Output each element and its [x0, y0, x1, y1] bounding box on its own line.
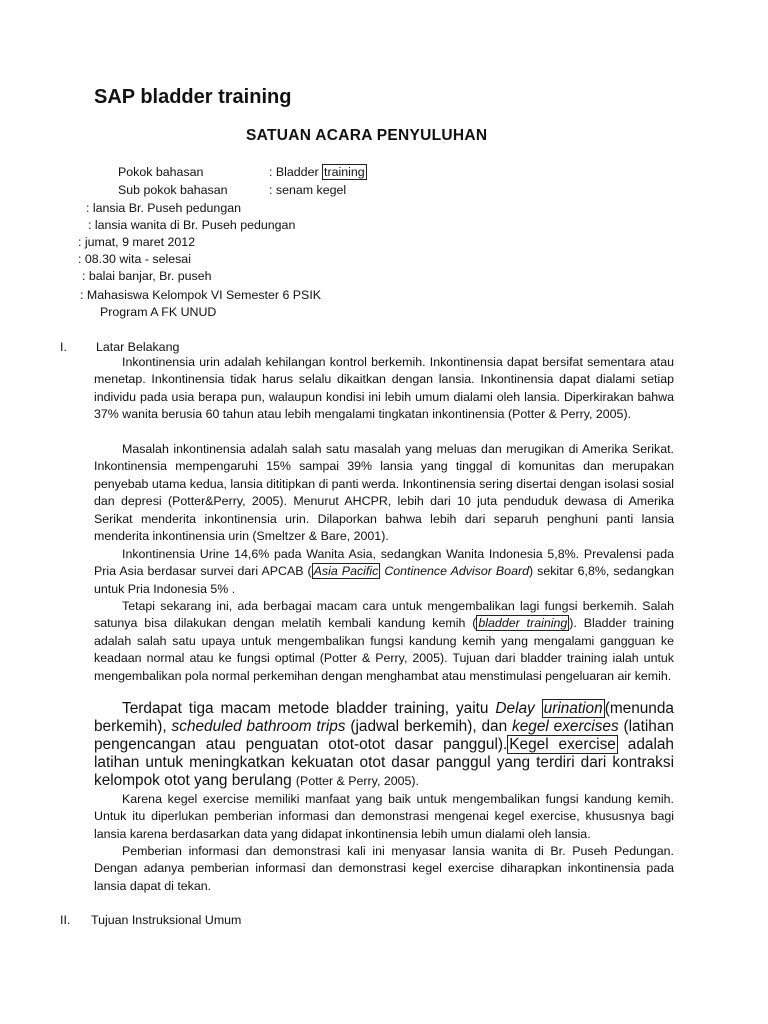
- sub-pokok-label: Sub pokok bahasan: [118, 183, 228, 197]
- info-sasaran-detail: : lansia wanita di Br. Puseh pedungan: [88, 218, 296, 232]
- p5-citation: (Potter & Perry, 2005).: [295, 774, 419, 788]
- boxed-term: urination: [543, 700, 603, 717]
- info-sasaran: : lansia Br. Puseh pedungan: [86, 201, 241, 215]
- pokok-bahasan-label: Pokok bahasan: [118, 165, 204, 179]
- paragraph-2: Masalah inkontinensia adalah salah satu masalah yang meluas dan merugikan di Amerika Serikat. Inkontinensia mempengaruhi 15% sampai 39% lansia yang tinggal di komunitas dan merupakan penyebab utama kedua, lansia dititipkan di panti werda. Inkontinensia sering disertai dengan isolasi sosial dan depresi (Potter&Perry, 2005). Menurut AHCPR, lebih dari 10 juta penduduk dewasa di Amerika Serikat menderita inkontinensia urin. Dilaporkan bahwa lebih dari separuh penghuni panti lansia menderita inkontinensia urin (Smeltzer & Bare, 2001).: [94, 442, 674, 544]
- paragraph-4: [94, 598, 674, 685]
- paragraph-1: Inkontinensia urin adalah kehilangan kontrol berkemih. Inkontinensia dapat bersifat sementara atau menetap. Inkontinensia tidak harus selalu dikaitkan dengan lansia. Inkontinensia dapat dialami setiap individu pada usia berapa pun, walaupun kondisi ini lebih umum dialami oleh lansia. Diperkirakan bahwa 37% wanita berusia 60 tahun atau lebih mengalami tingkatan inkontinensia (Potter & Perry, 2005).: [94, 355, 674, 422]
- boxed-term: training: [324, 165, 365, 179]
- paragraph-7: Pemberian informasi dan demonstrasi kali ini menyasar lansia wanita di Br. Puseh Pedungan. Dengan adanya pemberian informasi dan demonstrasi kegel exercise diharapkan inkontinensia pada lansia dapat di tekan.: [94, 844, 674, 893]
- document-subtitle: SATUAN ACARA PENYULUHAN: [246, 127, 488, 144]
- boxed-term: Asia Pacific: [313, 564, 379, 579]
- info-waktu: : 08.30 wita - selesai: [78, 252, 191, 266]
- paragraph-6: Karena kegel exercise memiliki manfaat yang baik untuk mengembalikan fungsi kandung kemih. Untuk itu diperlukan pemberian informasi dan demonstrasi mengenai kegel exercise, khususnya bagi lansia karena berdasarkan data yang didapat inkontinensia lebih umun dialami oleh lansia.: [94, 792, 674, 841]
- p5-italic-1: Delay: [495, 700, 542, 717]
- boxed-term: Kegel exercise: [509, 736, 616, 753]
- p3-italic: Continence Advisor Board: [380, 564, 529, 579]
- p4-text-b: ). Bladder training adalah salah satu upaya untuk mengembalikan fungsi kandung kemih yang mengalami gangguan ke keadaan normal atau ke fungsi optimal (Potter & Perry, 2005). Tujuan dari bladder training ialah untuk mengembalikan pola normal perkemihan dengan menghambat atau menstimulasi pengeluaran air kemih.: [94, 616, 674, 683]
- p5-italic-2: scheduled bathroom trips: [171, 718, 346, 735]
- p5-text-a: Terdapat tiga macam metode bladder training, yaitu: [122, 700, 496, 717]
- p5-text-d: (latihan pengencangan atau penguatan otot-otot dasar panggul).: [94, 718, 674, 753]
- sub-pokok-value: : senam kegel: [269, 183, 347, 197]
- p5-text-c: (jadwal berkemih), dan: [345, 718, 513, 735]
- p4-text-a: Tetapi sekarang ini, ada berbagai macam cara untuk mengembalikan lagi fungsi berkemih. Salah satunya bisa dilakukan dengan melatih kembali kandung kemih (: [94, 599, 674, 631]
- p5-text-e: adalah latihan untuk meningkatkan kekuatan otot dasar panggul yang terdiri dari kontraksi kelompok otot yang berulang: [94, 736, 674, 789]
- paragraph-5: [94, 700, 674, 790]
- info-hari-tanggal: : jumat, 9 maret 2012: [78, 235, 196, 249]
- document-title: SAP bladder training: [94, 86, 292, 108]
- p3-text-a: Inkontinensia Urine 14,6% pada Wanita Asia, sedangkan Wanita Indonesia 5,8%. Prevalensi pada Pria Asia berdasar survei dari APCAB (: [94, 547, 674, 579]
- info-program: Program A FK UNUD: [100, 305, 217, 319]
- info-tempat: : balai banjar, Br. puseh: [82, 269, 212, 283]
- p3-text-b: ) sekitar 6,8%, sedangkan untuk Pria Indonesia 5% .: [94, 564, 674, 596]
- section-number: I.: [60, 340, 67, 354]
- pokok-value-text: : Bladder: [269, 165, 323, 179]
- section-number: II.: [60, 913, 71, 927]
- section-heading: Latar Belakang: [96, 340, 180, 354]
- section-heading: Tujuan Instruksional Umum: [91, 913, 242, 927]
- paragraph-3: [94, 546, 674, 598]
- boxed-term: bladder training: [478, 616, 568, 631]
- info-penyuluh: : Mahasiswa Kelompok VI Semester 6 PSIK: [80, 288, 322, 302]
- p5-italic-3: kegel exercises: [512, 718, 619, 735]
- pokok-bahasan-value: [269, 164, 367, 181]
- p5-text-b: (menunda berkemih),: [94, 700, 674, 735]
